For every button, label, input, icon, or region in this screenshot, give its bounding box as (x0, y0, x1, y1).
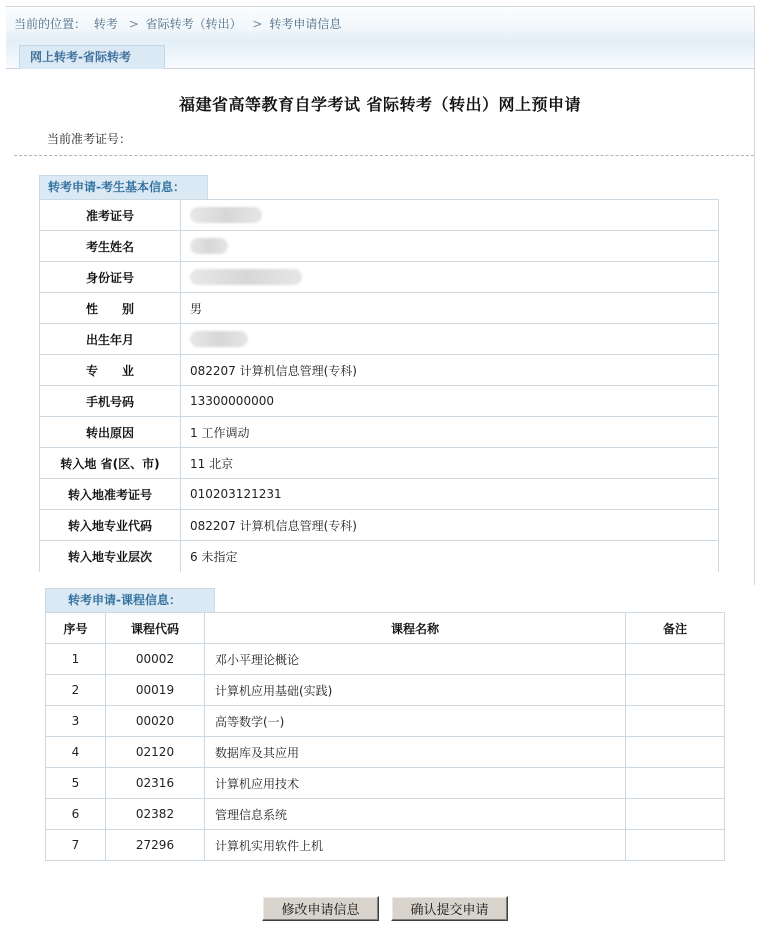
course-code: 00002 (106, 644, 205, 675)
info-label: 专 业 (40, 355, 181, 386)
info-row (40, 324, 719, 355)
info-label: 转入地准考证号 (40, 479, 181, 510)
course-name: 计算机应用技术 (205, 768, 626, 799)
info-label: 转入地专业层次 (40, 541, 181, 572)
course-row (46, 706, 725, 737)
info-value (181, 262, 719, 293)
section-title-course-info: 转考申请-课程信息： (45, 588, 215, 612)
course-name: 计算机实用软件上机 (205, 830, 626, 861)
breadcrumb-separator: > (128, 17, 139, 31)
course-code: 02316 (106, 768, 205, 799)
course-row (46, 675, 725, 706)
course-code: 00019 (106, 675, 205, 706)
divider (14, 155, 754, 156)
breadcrumb-separator: > (252, 17, 263, 31)
info-label: 转入地 省(区、市) (40, 448, 181, 479)
redacted-value (190, 269, 302, 285)
info-row (40, 386, 719, 417)
info-value (181, 200, 719, 231)
course-name: 邓小平理论概论 (205, 644, 626, 675)
course-no: 3 (46, 706, 106, 737)
info-value: 6 未指定 (181, 541, 719, 572)
basic-info-table (39, 199, 719, 572)
course-table-header (46, 613, 725, 644)
course-table (45, 612, 725, 861)
info-label: 性 别 (40, 293, 181, 324)
info-value: 男 (181, 293, 719, 324)
modify-application-button[interactable]: 修改申请信息 (262, 896, 379, 921)
course-note (626, 768, 725, 799)
course-no: 5 (46, 768, 106, 799)
info-label: 准考证号 (40, 200, 181, 231)
course-row (46, 799, 725, 830)
course-note (626, 830, 725, 861)
course-code: 02120 (106, 737, 205, 768)
redacted-value (190, 331, 248, 347)
info-label: 考生姓名 (40, 231, 181, 262)
course-code: 02382 (106, 799, 205, 830)
tab-online-transfer[interactable]: 网上转考-省际转考 (19, 45, 165, 69)
course-no: 2 (46, 675, 106, 706)
course-name: 管理信息系统 (205, 799, 626, 830)
info-row (40, 510, 719, 541)
breadcrumb-prefix: 当前的位置： (14, 17, 87, 31)
info-label: 身份证号 (40, 262, 181, 293)
course-row (46, 644, 725, 675)
info-value: 1 工作调动 (181, 417, 719, 448)
course-note (626, 644, 725, 675)
breadcrumb-item-transfer[interactable]: 转考 (93, 17, 118, 31)
redacted-value (190, 238, 228, 254)
confirm-submit-button[interactable]: 确认提交申请 (391, 896, 508, 921)
section-title-basic-info: 转考申请-考生基本信息： (39, 175, 208, 199)
col-header-note: 备注 (626, 613, 725, 644)
info-row (40, 355, 719, 386)
info-row (40, 541, 719, 572)
course-note (626, 675, 725, 706)
course-name: 高等数学(一) (205, 706, 626, 737)
info-value: 13300000000 (181, 386, 719, 417)
info-row (40, 262, 719, 293)
redacted-value (190, 207, 262, 223)
breadcrumb-item-current: 转考申请信息 (269, 17, 342, 31)
current-exam-id-label: 当前准考证号： (47, 132, 132, 146)
course-code: 27296 (106, 830, 205, 861)
course-row (46, 768, 725, 799)
course-note (626, 799, 725, 830)
info-value: 010203121231 (181, 479, 719, 510)
col-header-code: 课程代码 (106, 613, 205, 644)
course-row (46, 737, 725, 768)
info-label: 出生年月 (40, 324, 181, 355)
col-header-name: 课程名称 (205, 613, 626, 644)
course-row (46, 830, 725, 861)
info-value: 082207 计算机信息管理(专科) (181, 355, 719, 386)
info-label: 手机号码 (40, 386, 181, 417)
course-no: 7 (46, 830, 106, 861)
info-value: 082207 计算机信息管理(专科) (181, 510, 719, 541)
info-value: 11 北京 (181, 448, 719, 479)
course-note (626, 706, 725, 737)
info-value (181, 324, 719, 355)
course-no: 4 (46, 737, 106, 768)
breadcrumb (14, 15, 345, 32)
info-label: 转入地专业代码 (40, 510, 181, 541)
info-row (40, 417, 719, 448)
info-row (40, 231, 719, 262)
info-row (40, 200, 719, 231)
info-value (181, 231, 719, 262)
course-no: 1 (46, 644, 106, 675)
info-row (40, 479, 719, 510)
course-name: 数据库及其应用 (205, 737, 626, 768)
info-row (40, 293, 719, 324)
col-header-no: 序号 (46, 613, 106, 644)
page-title: 福建省高等教育自学考试 省际转考（转出）网上预申请 (178, 95, 582, 114)
page-header (6, 7, 754, 69)
course-code: 00020 (106, 706, 205, 737)
course-note (626, 737, 725, 768)
info-row (40, 448, 719, 479)
info-label: 转出原因 (40, 417, 181, 448)
course-name: 计算机应用基础(实践) (205, 675, 626, 706)
breadcrumb-item-interprovincial[interactable]: 省际转考（转出） (145, 17, 242, 31)
course-no: 6 (46, 799, 106, 830)
